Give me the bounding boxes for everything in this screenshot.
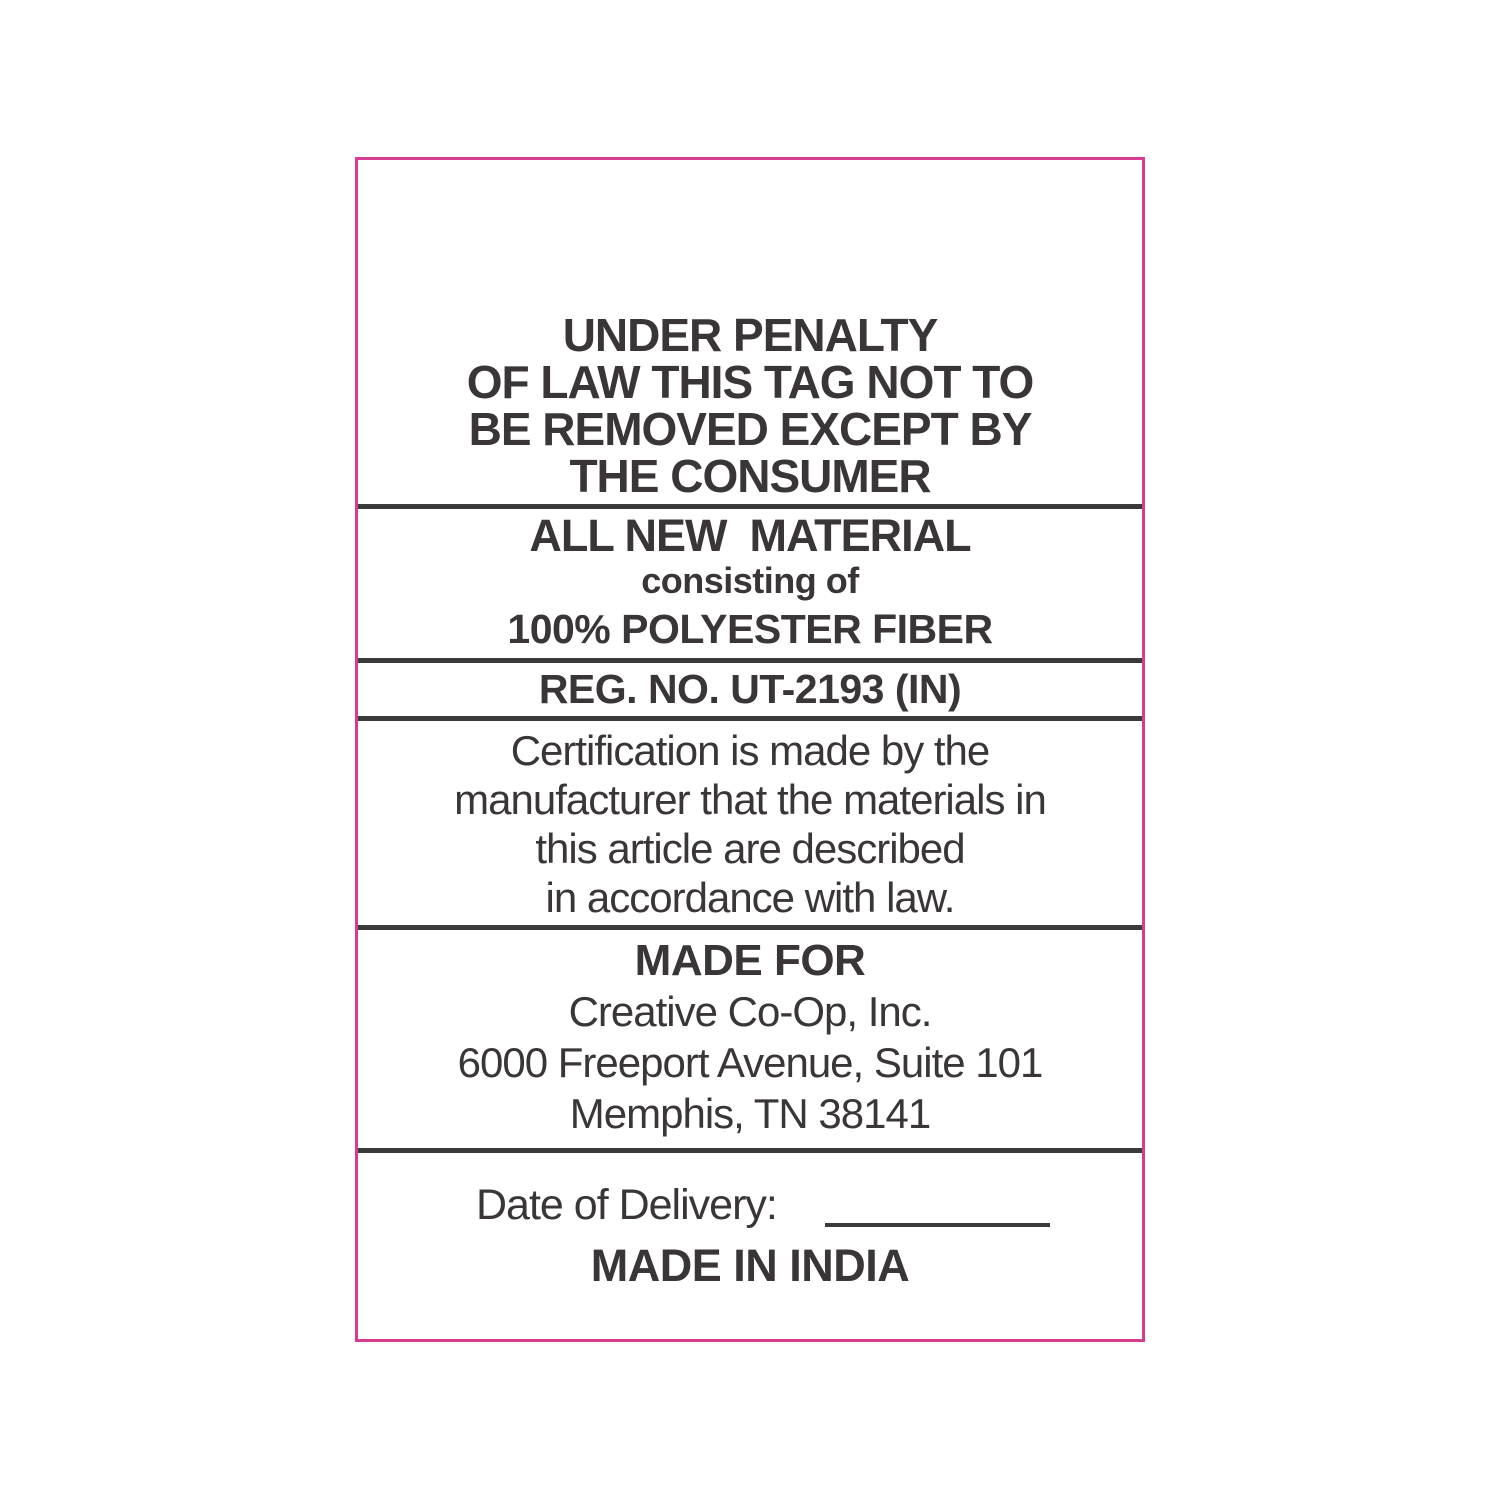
material-main-text: ALL NEW MATERIAL (529, 510, 971, 561)
penalty-line-1: UNDER PENALTY (562, 309, 938, 361)
made-for-heading: MADE FOR (634, 936, 866, 985)
made-for-section (358, 930, 1142, 1153)
penalty-line-4: THE CONSUMER (569, 450, 931, 502)
footer-section (358, 1153, 1142, 1339)
made-for-company: Creative Co-Op, Inc. (568, 988, 932, 1035)
date-of-delivery-blank-line (825, 1183, 1050, 1227)
law-label (355, 157, 1145, 1342)
certification-line-2: manufacturer that the materials in (454, 776, 1046, 823)
date-of-delivery-row (358, 1175, 1142, 1229)
certification-section (358, 721, 1142, 930)
made-for-city: Memphis, TN 38141 (569, 1090, 931, 1137)
country-of-origin: MADE IN INDIA (590, 1240, 910, 1291)
certification-line-1: Certification is made by the (510, 727, 990, 774)
made-for-address: 6000 Freeport Avenue, Suite 101 (457, 1039, 1043, 1086)
penalty-line-2: OF LAW THIS TAG NOT TO (466, 356, 1034, 408)
date-of-delivery-label: Date of Delivery: (476, 1181, 777, 1229)
penalty-line-3: BE REMOVED EXCEPT BY (468, 403, 1032, 455)
registration-number: REG. NO. UT-2193 (IN) (538, 666, 962, 712)
material-sub-text: consisting of (641, 560, 859, 601)
penalty-section (358, 160, 1142, 509)
material-fiber-text: 100% POLYESTER FIBER (507, 606, 993, 652)
certification-line-4: in accordance with law. (545, 874, 955, 921)
certification-line-3: this article are described (535, 825, 965, 872)
registration-section (358, 663, 1142, 721)
material-section (358, 509, 1142, 663)
